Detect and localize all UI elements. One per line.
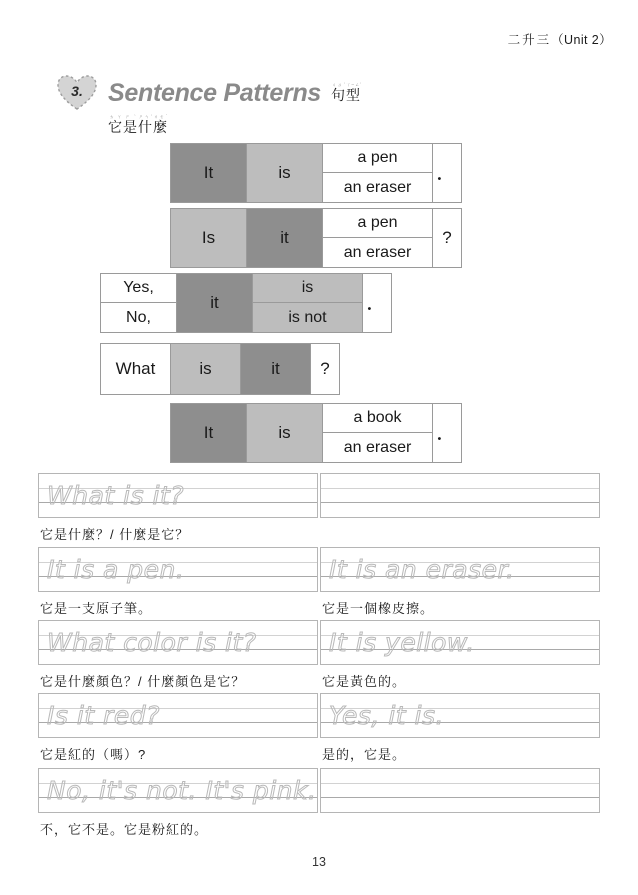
pattern-cell-option: an eraser xyxy=(343,438,412,456)
pattern-cell-punctuation: ? xyxy=(311,344,339,394)
tracing-text: Yes, it is. xyxy=(329,700,444,730)
translation-line: 它是紅的（嗎）? xyxy=(40,747,147,762)
pattern-cell-option: is xyxy=(253,274,362,303)
ruby-shen: 什ㄕㄣˊ xyxy=(138,114,153,135)
pattern-cell-word: Is xyxy=(171,209,247,267)
pattern-cell-stack xyxy=(101,274,177,332)
handwriting-practice-box[interactable] xyxy=(320,473,600,518)
pattern-cell-word: is xyxy=(171,344,241,394)
pattern-cell-option: No, xyxy=(126,308,151,326)
pattern-cell-stack xyxy=(253,274,363,332)
handwriting-guide-line xyxy=(321,797,599,798)
unit-header xyxy=(508,30,612,48)
ruby-me: 麼ㄇㄜ˙ xyxy=(153,114,168,135)
tracing-text: It is a pen. xyxy=(47,554,185,584)
tracing-text: What color is it? xyxy=(47,627,257,657)
handwriting-guide-line xyxy=(321,783,599,784)
pattern-cell-option: a pen xyxy=(323,209,432,238)
ruby-xing: 型ㄒㄧㄥˊ xyxy=(346,81,362,103)
translation-line: 它是一個橡皮擦。 xyxy=(322,601,435,616)
handwriting-practice-box[interactable] xyxy=(38,768,318,813)
ruby-ju: 句ㄐㄩˋ xyxy=(331,81,347,103)
section-title-en: Sentence Patterns xyxy=(108,78,322,107)
pattern-cell-punctuation: ? xyxy=(433,209,461,267)
pattern-cell-word: it xyxy=(247,209,323,267)
pattern-cell-option: a pen xyxy=(323,144,432,173)
heart-badge xyxy=(56,74,98,112)
pattern-what-is-it xyxy=(100,343,340,395)
pattern-is-it-a-pen xyxy=(170,208,462,268)
pattern-cell-word: What xyxy=(101,344,171,394)
section-subtitle-cn xyxy=(108,114,168,137)
pattern-cell-option: Yes, xyxy=(101,274,176,303)
handwriting-practice-box[interactable] xyxy=(38,620,318,665)
page-number: 13 xyxy=(312,855,326,869)
handwriting-practice-box[interactable] xyxy=(320,547,600,592)
handwriting-practice-box[interactable] xyxy=(38,547,318,592)
handwriting-guide-line xyxy=(321,502,599,503)
section-title-cn xyxy=(331,82,361,105)
handwriting-practice-box[interactable] xyxy=(38,693,318,738)
handwriting-practice-box[interactable] xyxy=(320,620,600,665)
tracing-text: It is an eraser. xyxy=(329,554,515,584)
handwriting-practice-box[interactable] xyxy=(38,473,318,518)
pattern-cell-stack xyxy=(323,404,433,462)
section-number: 3. xyxy=(71,83,83,99)
pattern-cell-punctuation: ． xyxy=(433,144,461,202)
unit-header-en: （Unit 2） xyxy=(551,33,612,47)
translation-line: 是的，它是。 xyxy=(322,747,407,762)
pattern-cell-word: is xyxy=(247,404,323,462)
ruby-shi: 是ㄕˋ xyxy=(123,114,138,135)
pattern-cell-stack xyxy=(323,144,433,202)
pattern-cell-word: It xyxy=(171,144,247,202)
translation-line: 它是黃色的。 xyxy=(322,674,407,689)
pattern-cell-option: an eraser xyxy=(343,178,412,196)
handwriting-practice-box[interactable] xyxy=(320,768,600,813)
pattern-cell-stack xyxy=(323,209,433,267)
translation-line: 它是一支原子筆。 xyxy=(40,601,153,616)
tracing-text: It is yellow. xyxy=(329,627,475,657)
pattern-cell-option: a book xyxy=(323,404,432,433)
translation-line: 它是什麼？/ 什麼是它？ xyxy=(40,527,190,542)
translation-line: 不，它不是。它是粉紅的。 xyxy=(40,822,209,837)
handwriting-guide-line xyxy=(321,488,599,489)
translation-line: 它是什麼顏色？/ 什麼顏色是它？ xyxy=(40,674,246,689)
pattern-cell-option: an eraser xyxy=(343,243,412,261)
pattern-cell-punctuation: ． xyxy=(363,274,391,332)
pattern-it-is-a-pen xyxy=(170,143,462,203)
section-title xyxy=(56,74,361,112)
pattern-cell-option: is not xyxy=(288,308,327,326)
tracing-text: No, it's not. It's pink. xyxy=(47,775,317,805)
pattern-cell-word: it xyxy=(177,274,253,332)
tracing-text: What is it? xyxy=(47,480,185,510)
tracing-text: Is it red? xyxy=(47,700,160,730)
pattern-cell-word: It xyxy=(171,404,247,462)
pattern-yes-it-is xyxy=(100,273,392,333)
pattern-it-is-a-book xyxy=(170,403,462,463)
handwriting-practice-box[interactable] xyxy=(320,693,600,738)
ruby-ta: 它ㄊㄚ xyxy=(108,114,123,135)
pattern-cell-punctuation: ． xyxy=(433,404,461,462)
pattern-cell-word: it xyxy=(241,344,311,394)
pattern-cell-word: is xyxy=(247,144,323,202)
unit-header-cn: 二升三 xyxy=(507,33,552,47)
